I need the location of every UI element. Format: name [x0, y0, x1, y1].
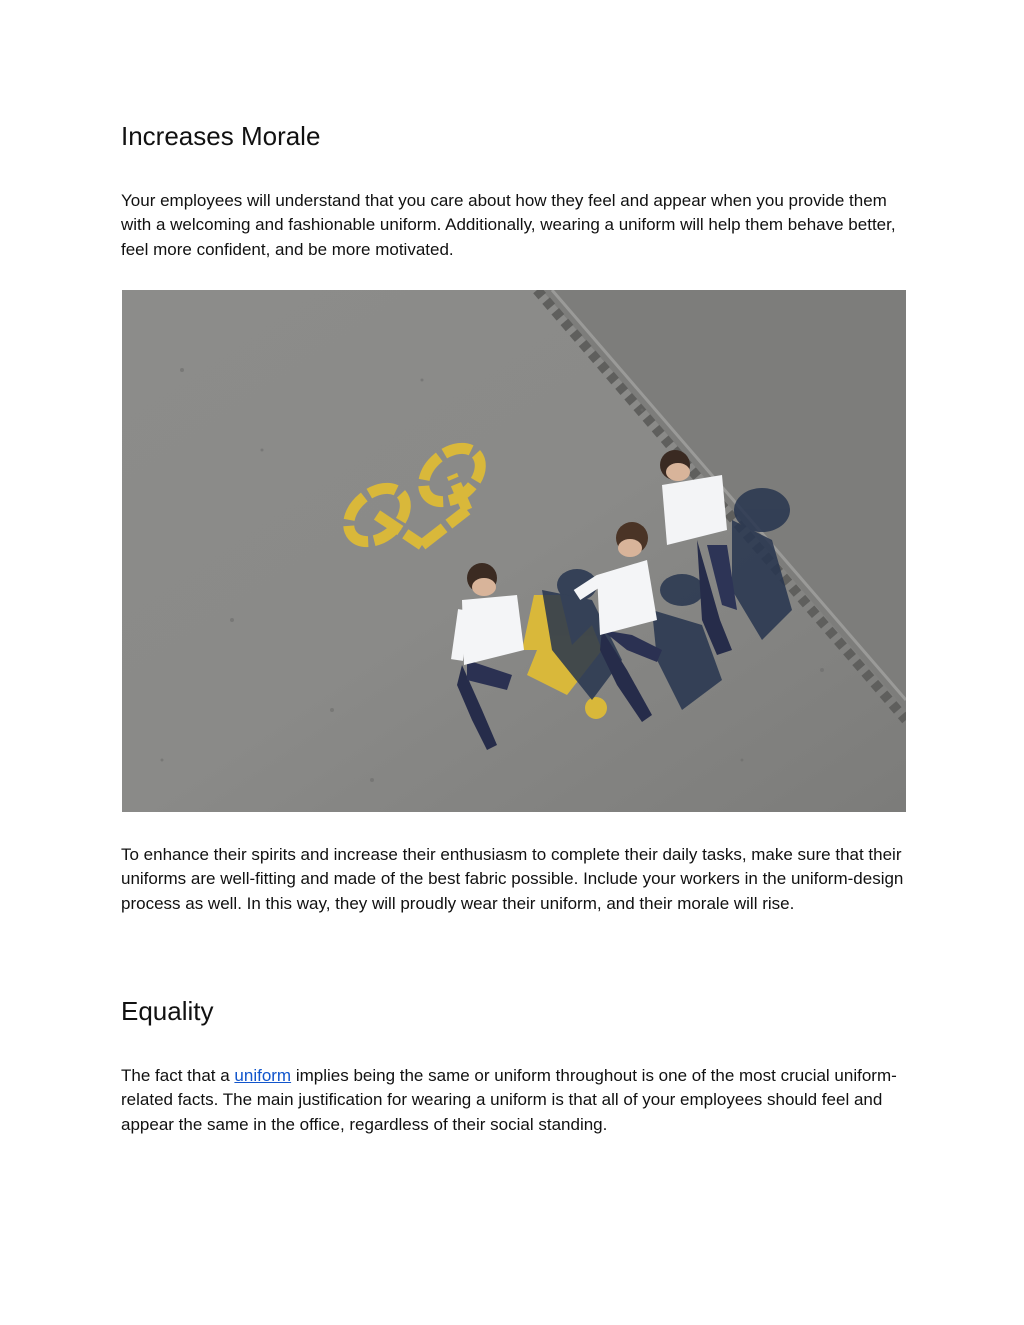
heading-equality: Equality: [121, 996, 214, 1026]
uniform-link[interactable]: uniform: [234, 1066, 292, 1085]
photo-workers-walking: [122, 290, 906, 812]
equality-text-after-link: implies being the same or uniform throughout is one of the most crucial uniform-related facts. The main justification for wearing a uniform is that all of your employees should feel and appear the same in the office, regardless of their social standing.: [121, 1066, 897, 1134]
equality-text-before-link: The fact that a: [121, 1066, 235, 1085]
paragraph-equality: [121, 1064, 907, 1137]
paragraph-morale-intro: Your employees will understand that you care about how they feel and appear when you provide them with a welcoming and fashionable uniform. Additionally, wearing a uniform will help them behave better, feel more confident, and be more motivated.: [121, 191, 896, 259]
paragraph-morale-detail: To enhance their spirits and increase their enthusiasm to complete their daily tasks, make sure that their uniforms are well-fitting and made of the best fabric possible. Include your workers in the uniform-design process as well. In this way, they will proudly wear their uniform, and their morale will rise.: [121, 845, 904, 913]
heading-increases-morale: Increases Morale: [121, 121, 321, 151]
